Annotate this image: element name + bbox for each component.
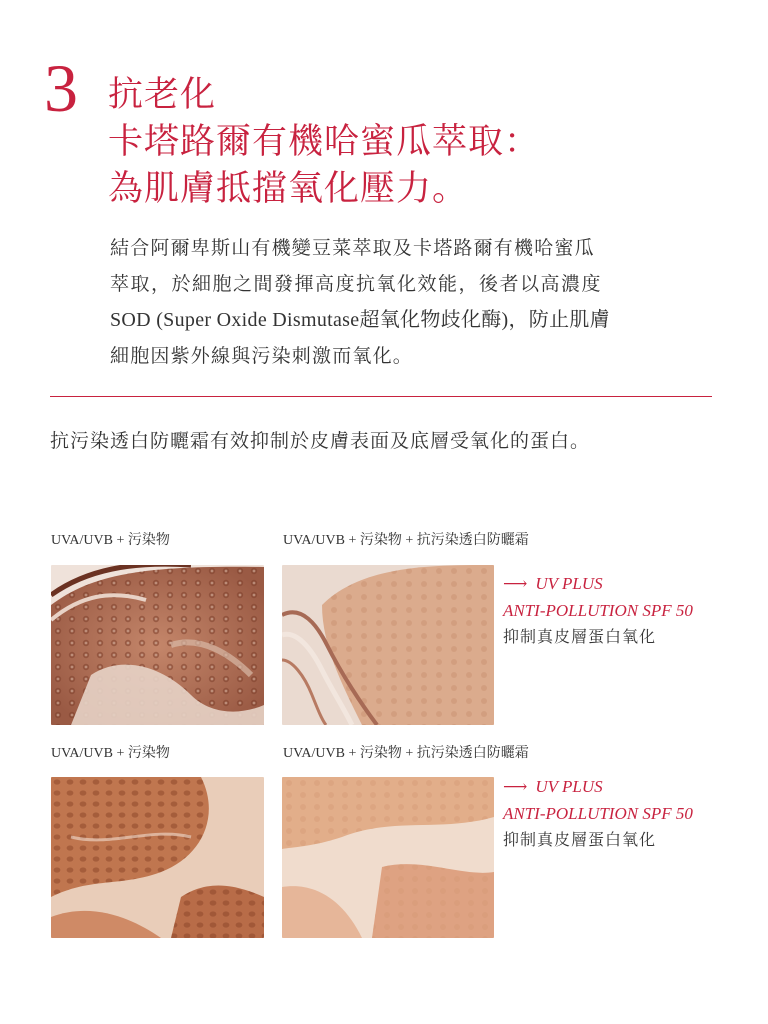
product-name: UV PLUS: [535, 574, 603, 593]
row1-left-caption: UVA/UVB + 污染物: [51, 533, 170, 548]
title-line-1: 抗老化: [108, 75, 217, 115]
body-line: 細胞因紫外線與污染刺激而氧化。: [110, 345, 414, 367]
effect-text: 抑制真皮層蛋白氧化: [503, 830, 657, 849]
product-subtitle: ANTI-POLLUTION SPF 50: [503, 804, 693, 823]
micrograph-treated-1: [282, 565, 494, 725]
effect-text: 抑制真皮層蛋白氧化: [503, 627, 657, 646]
section-title: [108, 72, 540, 213]
body-line: 結合阿爾卑斯山有機變豆菜萃取及卡塔路爾有機哈蜜瓜: [110, 237, 595, 259]
row2-left-caption: UVA/UVB + 污染物: [51, 746, 170, 761]
row2-right-caption: UVA/UVB + 污染物 + 抗污染透白防曬霜: [283, 746, 529, 761]
body-paragraph: [110, 230, 720, 374]
row1-result: [503, 570, 693, 650]
product-subtitle: ANTI-POLLUTION SPF 50: [503, 601, 693, 620]
summary-text: 抗污染透白防曬霜有效抑制於皮膚表面及底層受氧化的蛋白。: [50, 430, 591, 452]
micrograph-control-1: [51, 565, 264, 725]
body-line: 萃取，於細胞之間發揮高度抗氧化效能，後者以高濃度: [110, 273, 603, 295]
arrow-icon: ⟶: [503, 777, 528, 796]
arrow-icon: ⟶: [503, 574, 528, 593]
divider: [50, 396, 712, 397]
title-line-2: 卡塔路爾有機哈蜜瓜萃取：: [108, 122, 541, 162]
title-line-3: 為肌膚抵擋氧化壓力。: [108, 169, 469, 209]
micrograph-control-2: [51, 777, 264, 938]
section-number: 3: [44, 50, 78, 126]
product-name: UV PLUS: [535, 777, 603, 796]
body-line: SOD (Super Oxide Dismutase超氧化物歧化酶)，防止肌膚: [110, 309, 611, 331]
micrograph-treated-2: [282, 777, 494, 938]
row1-right-caption: UVA/UVB + 污染物 + 抗污染透白防曬霜: [283, 533, 529, 548]
row2-result: [503, 773, 693, 853]
